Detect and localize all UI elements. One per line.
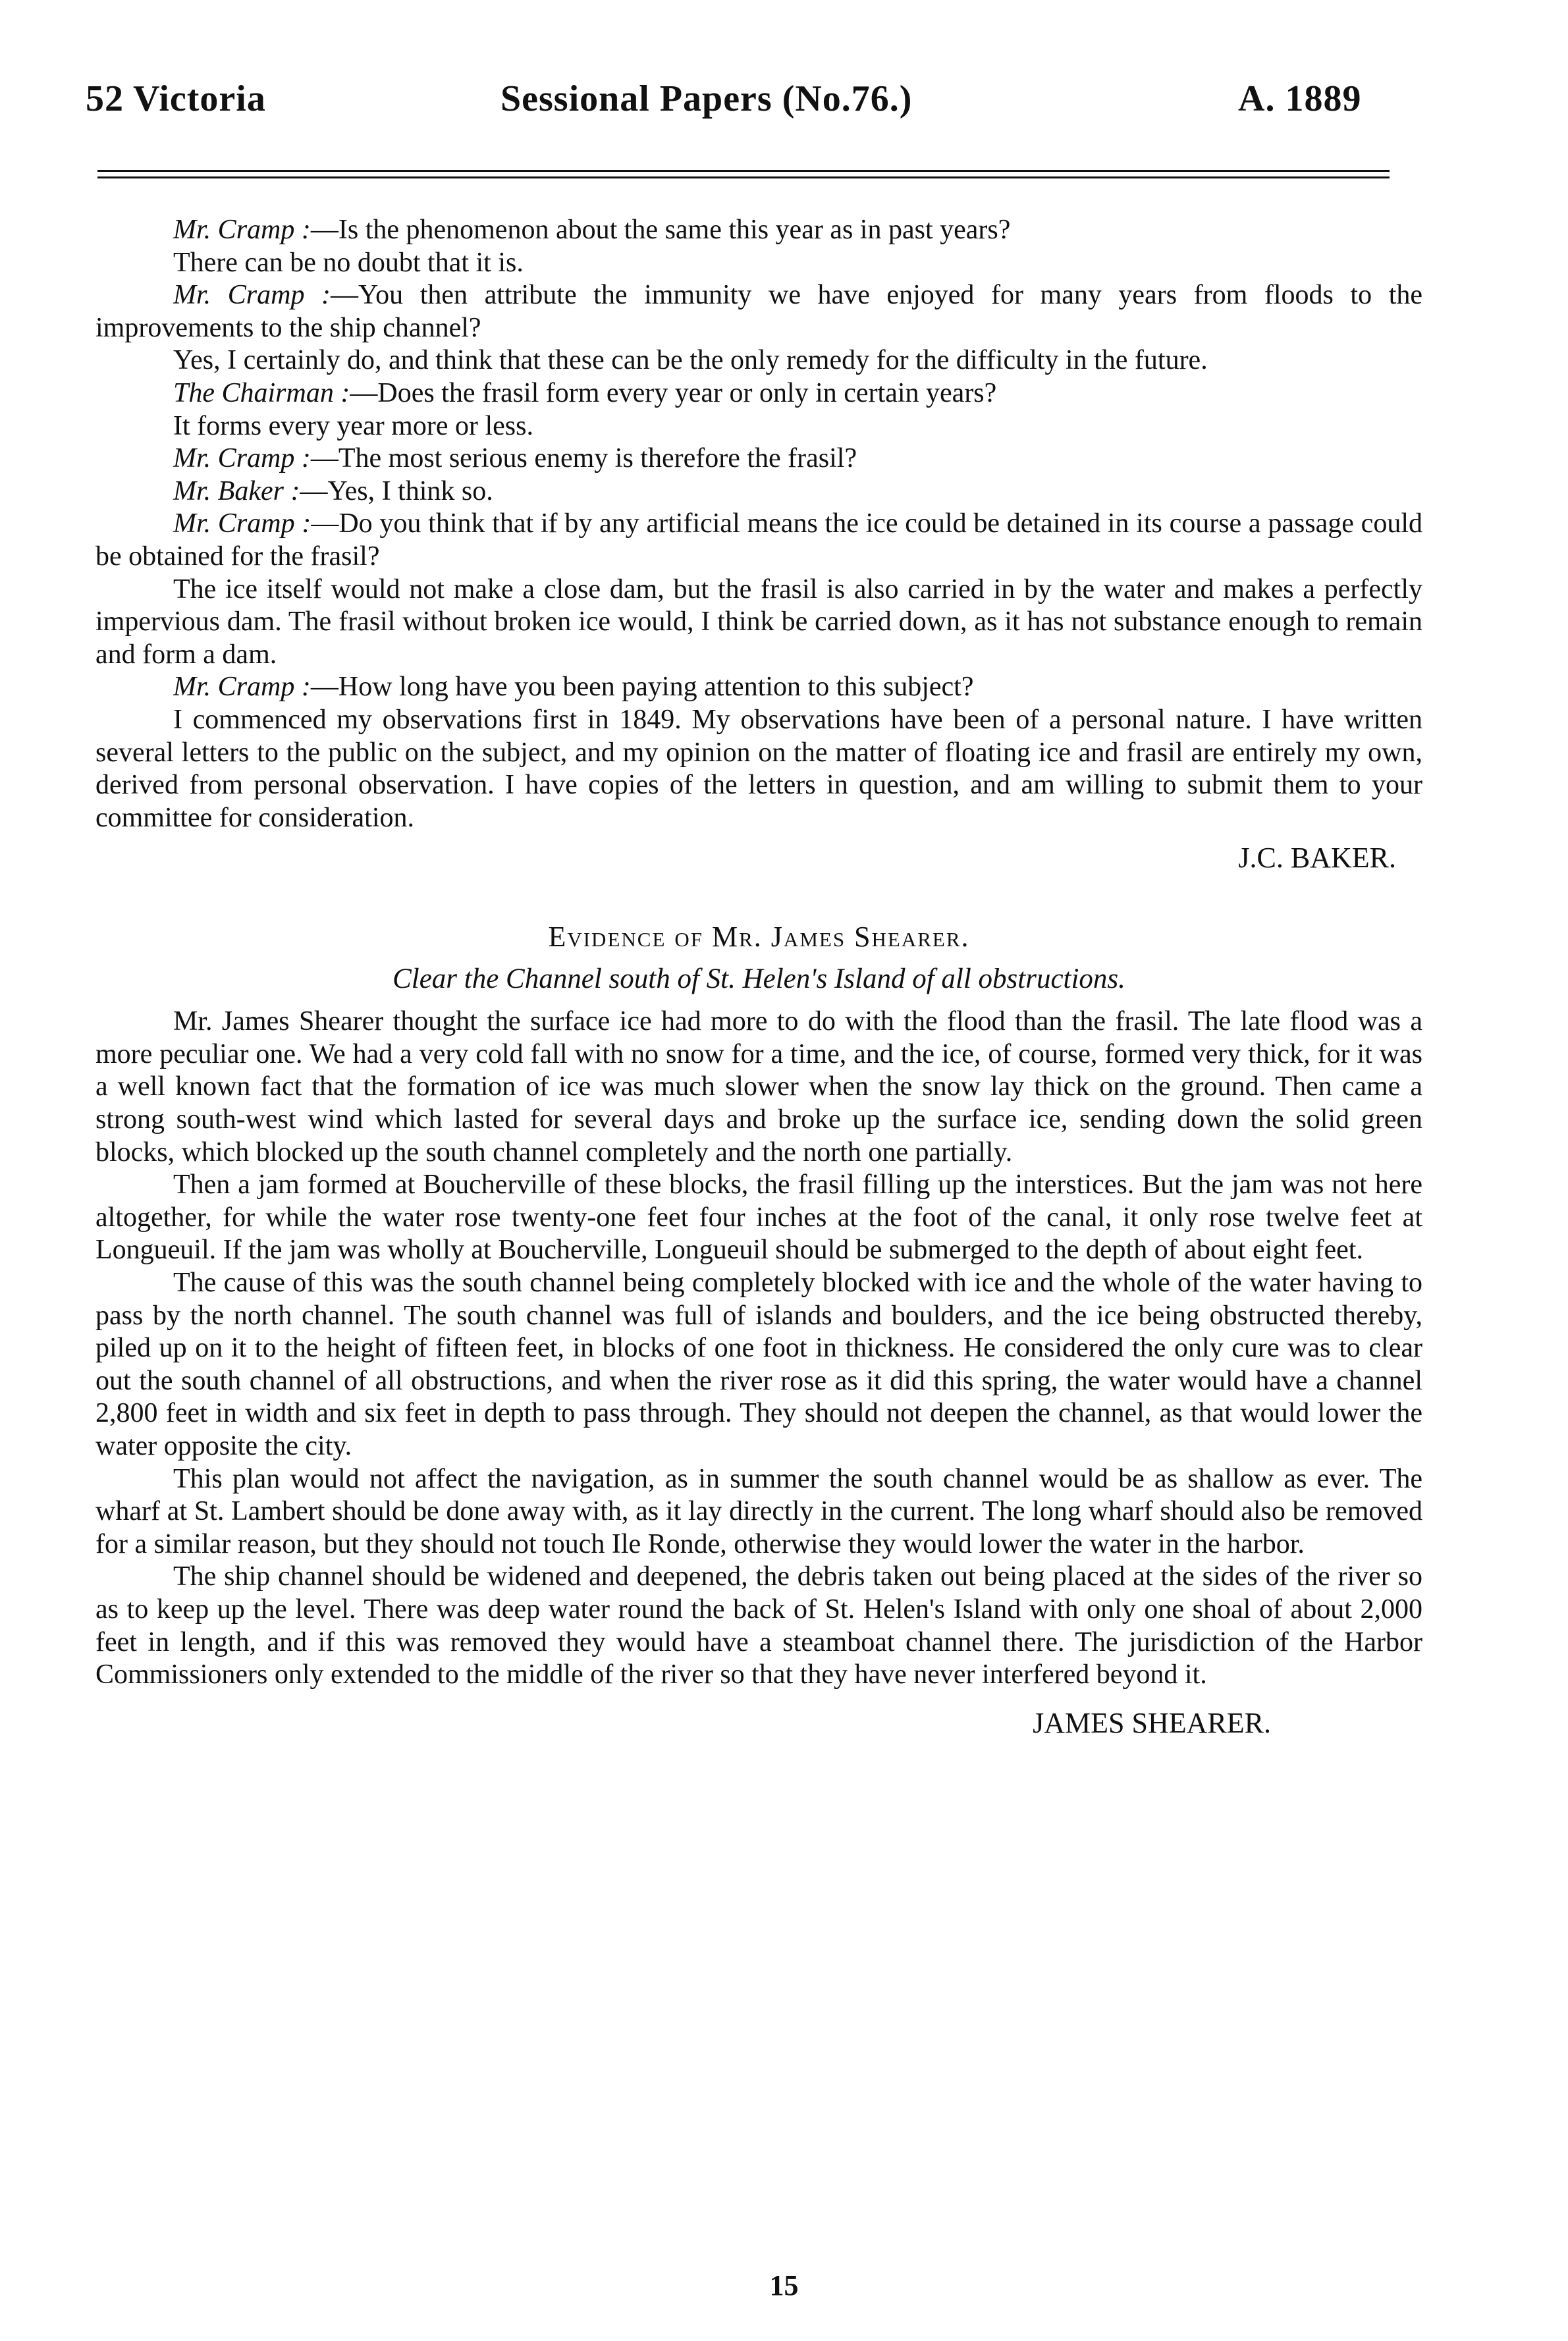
header-rule-bottom [97, 176, 1390, 178]
qa-speaker: Mr. Baker : [173, 475, 300, 506]
qa-speaker: Mr. Cramp : [173, 443, 311, 474]
qa-line [95, 344, 1422, 377]
qa-text: —The most serious enemy is therefore the frasil? [310, 443, 857, 474]
qa-line [95, 508, 1422, 573]
evidence-paragraph: Then a jam formed at Boucherville of these blocks, the frasil filling up the interstices. But the jam was not here altogether, for while the water rose twenty-one feet four inches at the foot of the canal, it only rose twelve feet at Longueuil. If the jam was wholly at Boucherville, Longueuil should be submerged to the depth of about eight feet. [95, 1170, 1422, 1266]
qa-text: —Does the frasil form every year or only in certain years? [350, 377, 997, 408]
header-title: Sessional Papers (No.76.) [500, 78, 913, 119]
qa-speaker: Mr. Cramp : [173, 215, 311, 245]
qa-text: The ice itself would not make a close dam, but the frasil is also carried in by the water and makes a perfectly impervious dam. The frasil without broken ice would, I think be carried down, as it has not substance enough to remain and form a dam. [95, 574, 1422, 670]
qa-line [95, 443, 1422, 475]
qa-text: —You then attribute the immunity we have enjoyed for many years from floods to the improvements to the ship channel? [95, 280, 1422, 343]
qa-line [95, 247, 1422, 280]
page-number: 15 [769, 2269, 799, 2301]
signature-shearer: JAMES SHEARER. [1033, 1706, 1271, 1739]
evidence-paragraph: This plan would not affect the navigation, as in summer the south channel would be as shallow as ever. The wharf at St. Lambert should be done away with, as it lay directly in the current. The long wharf should also be removed for a similar reason, but they should not touch Ile Ronde, otherwise they would lower the water in the harbor. [95, 1463, 1422, 1559]
qa-line [95, 671, 1422, 704]
header-session: 52 Victoria [86, 78, 266, 119]
header-year: A. 1889 [1238, 78, 1362, 119]
page-body [95, 214, 1422, 1742]
qa-text: It forms every year more or less. [173, 410, 533, 441]
qa-line [95, 214, 1422, 247]
qa-line [95, 279, 1422, 344]
evidence-subheading: Clear the Channel south of St. Helen's Island of all obstructions. [392, 963, 1125, 995]
qa-line [95, 410, 1422, 443]
header-rule-top [97, 170, 1390, 172]
qa-line [95, 704, 1422, 834]
qa-line [95, 475, 1422, 508]
qa-speaker: Mr. Cramp : [173, 672, 311, 703]
qa-text: There can be no doubt that it is. [173, 247, 524, 278]
qa-text: —Yes, I think so. [300, 475, 493, 506]
qa-text: —Is the phenomenon about the same this year as in past years? [310, 215, 1011, 245]
qa-speaker: Mr. Cramp : [173, 508, 311, 539]
page-header [86, 78, 1403, 130]
evidence-paragraph: The cause of this was the south channel being completely blocked with ice and the whole of the water having to pass by the north channel. The south channel was full of islands and boulders, and the ice being obstructed thereby, piled up on it to the height of fifteen feet, in blocks of one foot in thickness. He considered the only cure was to clear out the south channel of all obstructions, and when the river rose as it did this spring, the water would have a channel 2,800 feet in width and six feet in depth to pass through. They should not deepen the channel, as that would lower the water opposite the city. [95, 1268, 1422, 1461]
qa-speaker: The Chairman : [173, 377, 350, 408]
qa-text: Yes, I certainly do, and think that these can be the only remedy for the difficulty in the future. [173, 345, 1208, 376]
qa-text: —How long have you been paying attention to this subject? [310, 672, 974, 703]
signature-baker: J.C. BAKER. [1238, 842, 1396, 875]
qa-text: —Do you think that if by any artificial means the ice could be detained in its course a passage could be obtained for the frasil? [95, 508, 1422, 572]
evidence-paragraph: The ship channel should be widened and deepened, the debris taken out being placed at the sides of the river so as to keep up the level. There was deep water round the back of St. Helen's Island with only one shoal of about 2,000 feet in length, and if this was removed they would have a steamboat channel there. The jurisdiction of the Harbor Commissioners only extended to the middle of the river so that they have never interfered beyond it. [95, 1561, 1422, 1690]
evidence-heading: Evidence of Mr. James Shearer. [548, 921, 970, 954]
qa-speaker: Mr. Cramp : [173, 280, 331, 311]
evidence-paragraph: Mr. James Shearer thought the surface ice had more to do with the flood than the frasil. The late flood was a more peculiar one. We had a very cold fall with no snow for a time, and the ice, of course, formed very thick, for it was a well known fact that the formation of ice was much slower when the snow lay thick on the ground. Then came a strong south-west wind which lasted for several days and broke up the surface ice, sending down the solid green blocks, which blocked up the south channel completely and the north one partially. [95, 1006, 1422, 1168]
qa-line [95, 574, 1422, 672]
qa-text: I commenced my observations first in 1849. My observations have been of a personal nature. I have written several letters to the public on the subject, and my opinion on the matter of floating ice and frasil are entirely my own, derived from personal observation. I have copies of the letters in question, and am willing to submit them to your committee for consideration. [95, 704, 1422, 833]
qa-line [95, 377, 1422, 410]
